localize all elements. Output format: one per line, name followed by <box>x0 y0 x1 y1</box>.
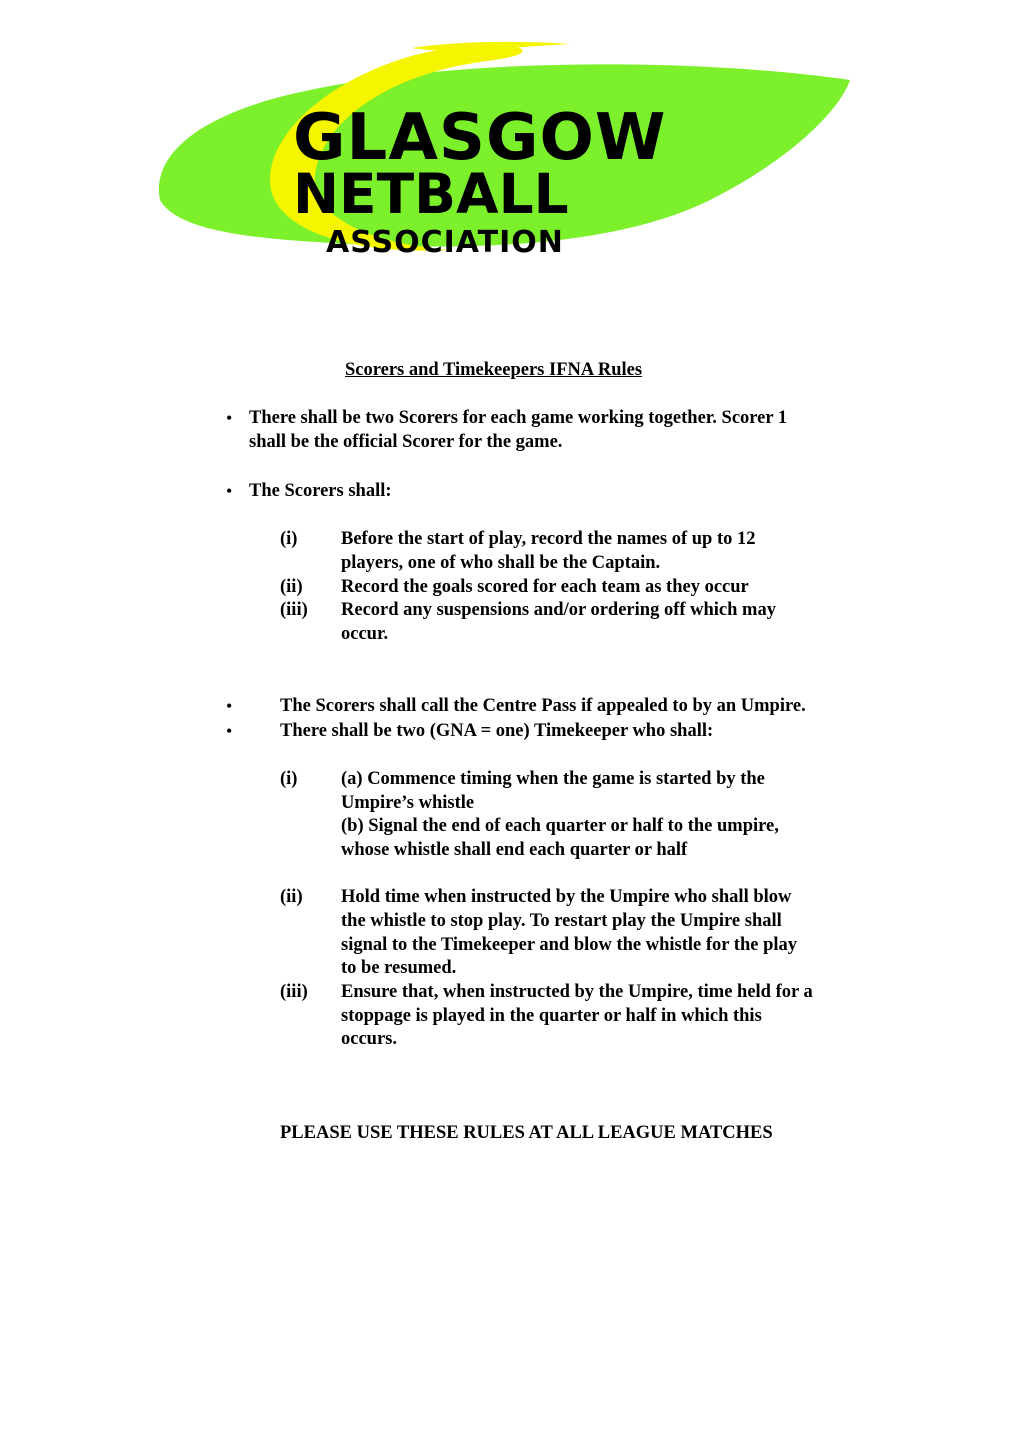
timekeeper-item-3-line-3: occurs. <box>341 1029 397 1049</box>
scorers-item-1-line-1: Before the start of play, record the names of up to 12 <box>341 529 756 549</box>
timekeeper-item-2-line-4: to be resumed. <box>341 958 457 978</box>
timekeeper-item-1-line-3: (b) Signal the end of each quarter or half to the umpire, <box>341 816 779 836</box>
timekeeper-item-2-line-1: Hold time when instructed by the Umpire who shall blow <box>341 887 792 907</box>
bullet-1-line-1: There shall be two Scorers for each game working together. Scorer 1 <box>249 408 788 428</box>
glasgow-netball-logo <box>150 40 860 260</box>
bullet-1-line-2: shall be the official Scorer for the game. <box>249 432 563 452</box>
bullet-dot-icon: • <box>226 408 233 428</box>
logo-line-2: NETBALL <box>293 162 569 226</box>
timekeeper-item-2-line-3: signal to the Timekeeper and blow the whistle for the play <box>341 935 798 955</box>
scorers-item-1-number: (i) <box>280 529 298 549</box>
scorers-item-1-line-2: players, one of who shall be the Captain. <box>341 553 661 573</box>
timekeeper-item-1-line-1: (a) Commence timing when the game is started by the <box>341 769 765 789</box>
timekeeper-item-3-line-2: stoppage is played in the quarter or half in which this <box>341 1006 762 1026</box>
document-title: Scorers and Timekeepers IFNA Rules <box>345 360 643 380</box>
footer-notice: PLEASE USE THESE RULES AT ALL LEAGUE MATCHES <box>280 1123 773 1143</box>
scorers-item-3-line-1: Record any suspensions and/or ordering off which may <box>341 600 776 620</box>
bullet-2-text: The Scorers shall: <box>249 481 392 501</box>
bullet-dot-icon: • <box>226 721 233 741</box>
timekeeper-item-1-line-4: whose whistle shall end each quarter or half <box>341 840 688 860</box>
bullet-4-text: There shall be two (GNA = one) Timekeeper who shall: <box>280 721 714 741</box>
scorers-item-2-number: (ii) <box>280 577 303 597</box>
logo-line-1: GLASGOW <box>293 101 667 175</box>
timekeeper-item-2-number: (ii) <box>280 887 303 907</box>
logo-line-3: ASSOCIATION <box>326 225 564 260</box>
scorers-item-2-line-1: Record the goals scored for each team as they occur <box>341 577 749 597</box>
timekeeper-item-2-line-2: the whistle to stop play. To restart play the Umpire shall <box>341 911 782 931</box>
timekeeper-item-3-number: (iii) <box>280 982 308 1002</box>
bullet-3-text: The Scorers shall call the Centre Pass if appealed to by an Umpire. <box>280 696 806 716</box>
scorers-item-3-line-2: occur. <box>341 624 389 644</box>
timekeeper-item-1-number: (i) <box>280 769 298 789</box>
bullet-dot-icon: • <box>226 696 233 716</box>
scorers-item-3-number: (iii) <box>280 600 308 620</box>
timekeeper-item-1-line-2: Umpire’s whistle <box>341 793 475 813</box>
timekeeper-item-3-line-1: Ensure that, when instructed by the Umpire, time held for a <box>341 982 813 1002</box>
bullet-dot-icon: • <box>226 481 233 501</box>
